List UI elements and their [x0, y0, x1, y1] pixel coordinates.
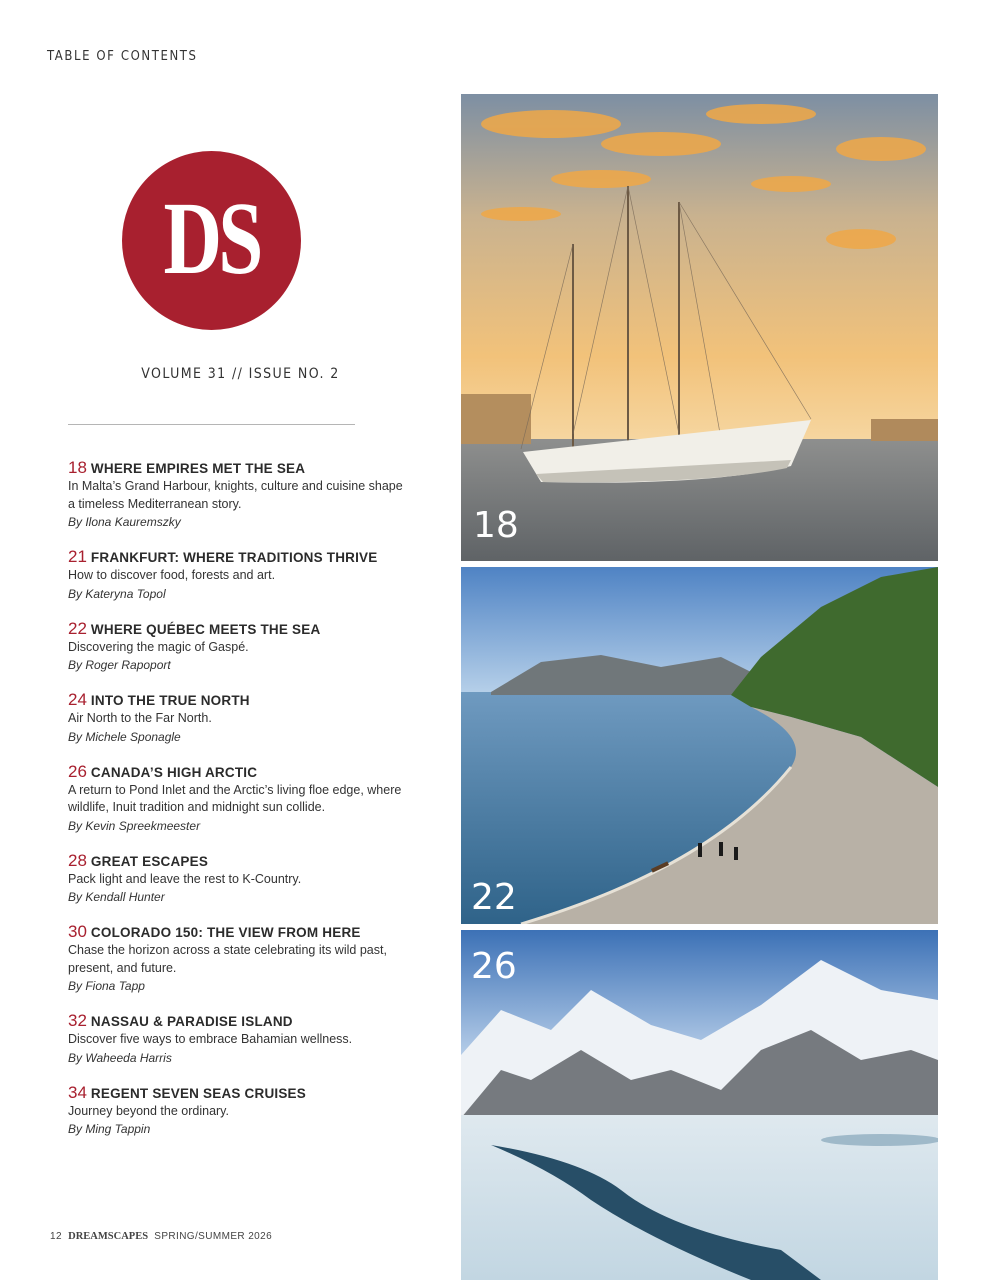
logo-text: DS: [163, 180, 260, 296]
toc-page-number: 22: [68, 618, 87, 638]
toc-title[interactable]: INTO THE TRUE NORTH: [90, 693, 250, 708]
footer-season: SPRING/SUMMER 2026: [154, 1231, 273, 1242]
tall-ship-illustration: [461, 94, 938, 561]
toc-description: Pack light and leave the rest to K-Country.: [68, 871, 302, 886]
toc-author: By Michele Sponagle: [68, 729, 181, 744]
photo-arctic-ice[interactable]: [461, 930, 938, 1280]
toc-page-number: 28: [68, 850, 87, 870]
toc-page-number: 24: [68, 690, 87, 709]
toc-author: By Kevin Spreekmeester: [68, 818, 201, 833]
toc-description: Chase the horizon across a state celebrating its wild past, present, and future.: [68, 943, 387, 975]
toc-title[interactable]: WHERE QUÉBEC MEETS THE SEA: [90, 621, 321, 637]
section-label: TABLE OF CONTENTS: [47, 49, 198, 64]
toc-entry[interactable]: [68, 1012, 413, 1067]
toc-author: By Ming Tappin: [68, 1122, 151, 1136]
toc-page-number: 26: [68, 761, 87, 781]
toc-page-number: 30: [68, 922, 87, 941]
toc-entry[interactable]: [68, 620, 413, 675]
toc-description: Discover five ways to embrace Bahamian wellness.: [68, 1032, 353, 1046]
toc-author: By Waheeda Harris: [68, 1050, 172, 1065]
photo-page-number: 26: [471, 946, 517, 987]
toc-list: [68, 459, 413, 1155]
toc-author: By Kateryna Topol: [68, 586, 166, 601]
toc-page-number: 18: [68, 458, 87, 477]
toc-description: Journey beyond the ordinary.: [68, 1103, 229, 1118]
photo-tall-ship[interactable]: [461, 94, 938, 561]
toc-title[interactable]: CANADA’S HIGH ARCTIC: [90, 764, 258, 780]
toc-entry[interactable]: [68, 852, 413, 907]
toc-page-number: 34: [68, 1082, 87, 1102]
footer-magazine-name: DREAMSCAPES: [68, 1231, 149, 1242]
toc-description: Discovering the magic of Gaspé.: [68, 639, 249, 654]
toc-description: Air North to the Far North.: [68, 711, 212, 725]
divider: [68, 424, 355, 425]
toc-entry[interactable]: [68, 923, 413, 995]
toc-author: By Ilona Kauremszky: [68, 515, 181, 529]
issue-volume: VOLUME 31 // ISSUE NO. 2: [141, 366, 340, 382]
toc-entry[interactable]: [68, 763, 413, 835]
toc-description: A return to Pond Inlet and the Arctic’s living floe edge, where wildlife, Inuit tradition and midnight sun collide.: [68, 782, 402, 814]
toc-title[interactable]: REGENT SEVEN SEAS CRUISES: [90, 1085, 306, 1101]
toc-author: By Fiona Tapp: [68, 979, 145, 993]
toc-title[interactable]: FRANKFURT: WHERE TRADITIONS THRIVE: [90, 550, 378, 565]
gaspe-coast-illustration: [461, 567, 938, 924]
page-footer: [50, 1231, 272, 1242]
toc-page-number: 32: [68, 1011, 87, 1030]
arctic-ice-illustration: [461, 930, 938, 1280]
toc-author: By Roger Rapoport: [68, 658, 171, 672]
toc-entry[interactable]: [68, 691, 413, 746]
photo-page-number: 18: [473, 505, 519, 546]
toc-title[interactable]: WHERE EMPIRES MET THE SEA: [90, 461, 306, 476]
toc-description: In Malta’s Grand Harbour, knights, culture and cuisine shape a timeless Mediterranean story.: [68, 479, 403, 511]
toc-title[interactable]: COLORADO 150: THE VIEW FROM HERE: [90, 925, 361, 940]
toc-entry[interactable]: [68, 459, 413, 531]
toc-description: How to discover food, forests and art.: [68, 568, 276, 582]
ds-logo: [122, 151, 301, 330]
toc-title[interactable]: NASSAU & PARADISE ISLAND: [90, 1014, 293, 1029]
toc-entry[interactable]: [68, 1084, 413, 1139]
photo-gaspe-coast[interactable]: [461, 567, 938, 924]
footer-page-number: 12: [50, 1231, 62, 1242]
toc-title[interactable]: GREAT ESCAPES: [90, 853, 209, 869]
toc-author: By Kendall Hunter: [68, 890, 165, 904]
toc-page-number: 21: [68, 547, 87, 566]
toc-entry[interactable]: [68, 548, 413, 603]
photo-page-number: 22: [471, 877, 517, 918]
